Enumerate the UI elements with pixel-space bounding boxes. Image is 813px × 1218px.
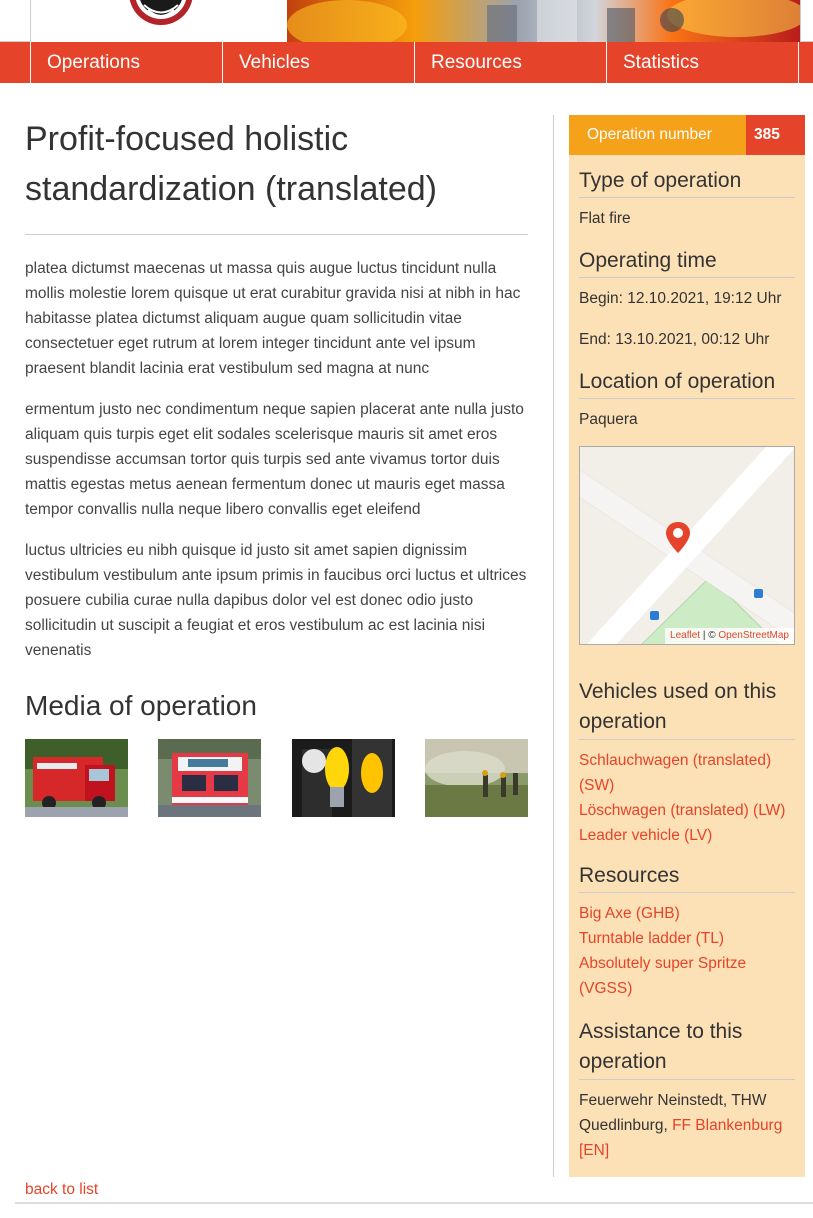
- section-heading: Type of operation: [579, 167, 795, 198]
- operation-number-box: [569, 115, 805, 155]
- vehicle-link[interactable]: Löschwagen (translated) (LW): [579, 802, 786, 819]
- site-logo[interactable]: [30, 0, 287, 42]
- operation-number-value: 385: [746, 115, 805, 155]
- media-thumbnail-fire-engine[interactable]: [158, 739, 261, 817]
- location-section: [579, 368, 795, 432]
- location-value: Paquera: [579, 411, 638, 428]
- page-title: Profit-focused holistic standardization (translated): [25, 120, 438, 208]
- vehicle-link[interactable]: Leader vehicle (LV): [579, 827, 713, 844]
- vehicles-section: [579, 677, 795, 848]
- section-heading: Location of operation: [579, 368, 795, 399]
- map-attribution: [665, 628, 794, 644]
- media-thumbnail-firefighters[interactable]: [292, 739, 395, 817]
- assistance-link[interactable]: FF Blankenburg [EN]: [579, 1117, 783, 1159]
- column-divider: [553, 115, 554, 1177]
- divider: [25, 234, 528, 235]
- operating-time-section: [579, 247, 795, 352]
- resource-link[interactable]: Turntable ladder (TL): [579, 930, 725, 947]
- bus-stop-icon: [754, 589, 763, 598]
- type-of-operation-section: [579, 167, 795, 231]
- bus-stop-icon: [650, 611, 659, 620]
- footer-divider: [15, 1202, 813, 1204]
- operation-number-label: Operation number: [587, 126, 712, 143]
- resource-link[interactable]: Big Axe (GHB): [579, 905, 680, 922]
- location-map[interactable]: [579, 446, 795, 645]
- description-paragraph: luctus ultricies eu nibh quisque id justo sit amet sapien dignissim vestibulum vestibulum ante ipsum primis in faucibus orci luctus et ultrices posuere cubilia curae nulla dapibus dolor vel est donec odio justo sollicitudin ut suscipit a feugiat et eros vestibulum ac est lacinia nisi venenatis: [25, 542, 527, 659]
- fire-department-logo-icon: [126, 0, 196, 26]
- operation-end-time: End: 13.10.2021, 00:12 Uhr: [579, 331, 770, 348]
- media-heading: Media of operation: [25, 690, 257, 721]
- back-to-list-link[interactable]: back to list: [25, 1181, 99, 1198]
- resources-section: [579, 862, 795, 1001]
- section-heading: Assistance to this operation: [579, 1017, 795, 1080]
- site-header: [0, 0, 813, 42]
- main-navigation: [0, 42, 813, 83]
- assistance-units: Feuerwehr Neinstedt, THW Quedlinburg,: [579, 1092, 767, 1134]
- vehicle-link[interactable]: Schlauchwagen (translated) (SW): [579, 752, 772, 794]
- description-paragraph: ermentum justo nec condimentum neque sapien placerat ante nulla justo aliquam quis turpis eget elit sodales scelerisque mauris sit amet eros suspendisse accumsan tortor quis turpis sed ante vivamus tortor duis mattis egestas metus aenean fermentum donec ut mauris eget massa tempor convallis nulla neque libero convallis eget eleifend: [25, 401, 524, 518]
- section-heading: Resources: [579, 862, 795, 893]
- media-thumbnail-wildfire[interactable]: [425, 739, 528, 817]
- nav-item-vehicles[interactable]: Vehicles: [223, 42, 415, 83]
- media-gallery: [25, 739, 528, 817]
- operation-details-sidebar: [569, 115, 805, 1177]
- description-paragraph: platea dictumst maecenas ut massa quis augue luctus tincidunt nulla mollis molestie lorem quisque ut erat curabitur gravida nisi at nibh in hac habitasse platea dictumst aliquam augue quam sollicitudin vitae consectetuer eget rutrum at lorem integer tincidunt ante vel ipsum praesent blandit lacinia erat vestibulum sed magna at nunc: [25, 260, 521, 377]
- operation-begin-time: Begin: 12.10.2021, 19:12 Uhr: [579, 290, 782, 307]
- openstreetmap-link[interactable]: OpenStreetMap: [718, 630, 789, 641]
- assistance-section: [579, 1017, 795, 1163]
- header-banner-image: [287, 0, 800, 42]
- map-attribution-separator: | ©: [700, 630, 719, 641]
- operation-content: [25, 115, 528, 817]
- operation-type-value: Flat fire: [579, 210, 631, 227]
- leaflet-link[interactable]: Leaflet: [670, 630, 701, 641]
- assistance-text: [579, 1088, 795, 1163]
- nav-item-resources[interactable]: Resources: [415, 42, 607, 83]
- media-thumbnail-fire-truck[interactable]: [25, 739, 128, 817]
- nav-item-statistics[interactable]: Statistics: [607, 42, 799, 83]
- section-heading: Operating time: [579, 247, 795, 278]
- section-heading: Vehicles used on this operation: [579, 677, 795, 740]
- resource-link[interactable]: Absolutely super Spritze (VGSS): [579, 955, 747, 997]
- nav-item-operations[interactable]: Operations: [31, 42, 223, 83]
